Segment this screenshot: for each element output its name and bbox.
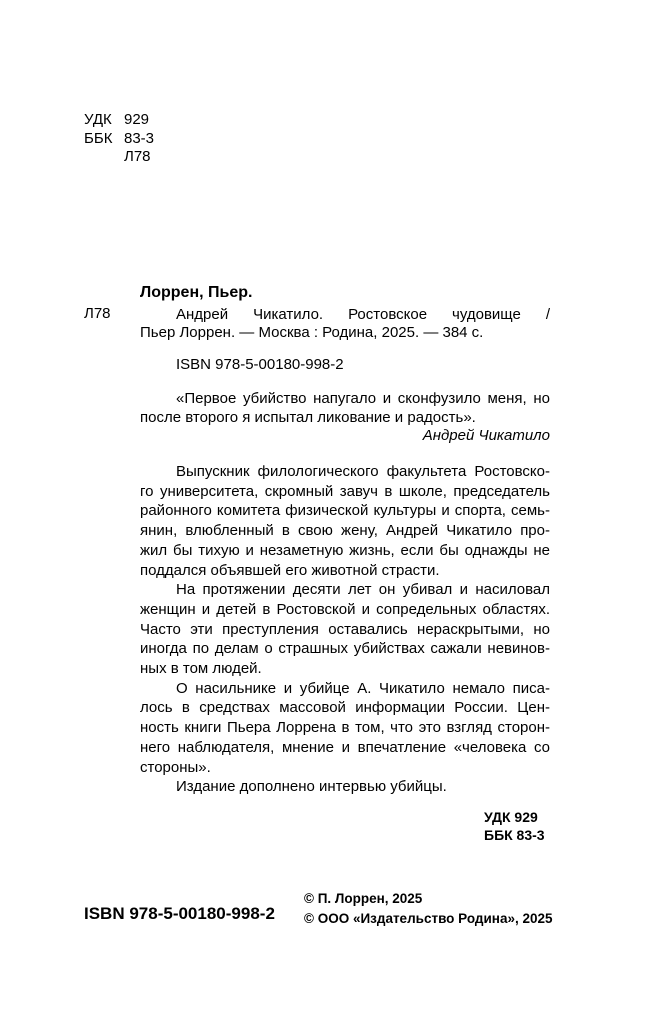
udk-bottom: УДК 929 — [484, 809, 538, 825]
author-sign-entry: Л78 — [84, 305, 111, 322]
p1-line-3: районного комитета физической культуры и спорта, семь- — [140, 502, 550, 520]
bbk-value: 83-3 — [124, 129, 155, 147]
bbk-bottom: ББК 83-3 — [484, 827, 545, 843]
annotation-paragraph-1 — [140, 462, 550, 580]
udk-label: УДК — [84, 111, 112, 128]
annotation-paragraph-4 — [140, 777, 550, 797]
p3-line-5: стороны». — [140, 758, 211, 776]
p3-line-4: него наблюдателя, мнение и впечатление «человека со — [140, 738, 550, 756]
author-heading: Лоррен, Пьер. — [140, 284, 253, 301]
p1-line-1: Выпускник филологического факультета Ростовско- — [176, 463, 550, 480]
p2-line-2: женщин и детей в Ростовской и сопредельных областях. — [140, 600, 550, 618]
udk-value: 929 — [124, 111, 150, 128]
author-sign-row — [84, 148, 204, 167]
p1-line-2: го университета, скромный завуч в школе, председатель — [140, 482, 550, 500]
footer-copyright — [304, 889, 553, 929]
epigraph-line-1: «Первое убийство напугало и сконфузило меня, но — [176, 390, 550, 407]
title-line-2: Пьер Лоррен. — Москва : Родина, 2025. — 384 с. — [140, 324, 484, 341]
bbk-row — [84, 130, 204, 149]
p1-line-5: жил бы тихую и незаметную жизнь, если бы однажды не — [140, 541, 550, 559]
bbk-label: ББК — [84, 129, 113, 147]
classification-bottom — [484, 808, 545, 844]
p4-line-1: Издание дополнено интервью убийцы. — [176, 778, 447, 796]
copyright-publisher: © ООО «Издательство Родина», 2025 — [304, 911, 553, 926]
annotation-paragraph-2 — [140, 580, 550, 679]
classification-top — [84, 111, 204, 167]
p2-line-1: На протяжении десяти лет он убивал и насиловал — [176, 581, 550, 599]
p3-line-2: лось в средствах массовой информации России. Цен- — [140, 699, 550, 717]
p1-line-4: янин, влюбленный в свою жену, Андрей Чикатило про- — [140, 522, 550, 540]
title-line-1: Андрей Чикатило. Ростовское чудовище / — [176, 305, 550, 323]
epigraph-line-2: после второго я испытал ликование и радость». — [140, 408, 476, 426]
p1-line-6: поддался объявшей его животной страсти. — [140, 561, 440, 579]
entry-isbn: ISBN 978-5-00180-998-2 — [176, 355, 344, 373]
p3-line-1: О насильнике и убийце А. Чикатило немало писа- — [176, 679, 550, 697]
epigraph-author: Андрей Чикатило — [422, 427, 550, 444]
annotation-paragraph-3 — [140, 679, 550, 778]
annotation — [140, 462, 550, 797]
bibliographic-entry — [140, 284, 550, 374]
epigraph — [140, 390, 550, 446]
p2-line-4: иногда по делам о страшных убийствах сажали невинов- — [140, 640, 550, 658]
udk-row — [84, 111, 204, 130]
p2-line-5: ных в том людей. — [140, 660, 262, 678]
author-sign-top: Л78 — [124, 148, 151, 165]
footer-isbn: ISBN 978-5-00180-998-2 — [84, 904, 275, 923]
p2-line-3: Часто эти преступления оставались нераскрытыми, но — [140, 620, 550, 638]
p3-line-3: ность книги Пьера Лоррена в том, что это взгляд сторон- — [140, 719, 550, 737]
copyright-author: © П. Лоррен, 2025 — [304, 891, 423, 906]
